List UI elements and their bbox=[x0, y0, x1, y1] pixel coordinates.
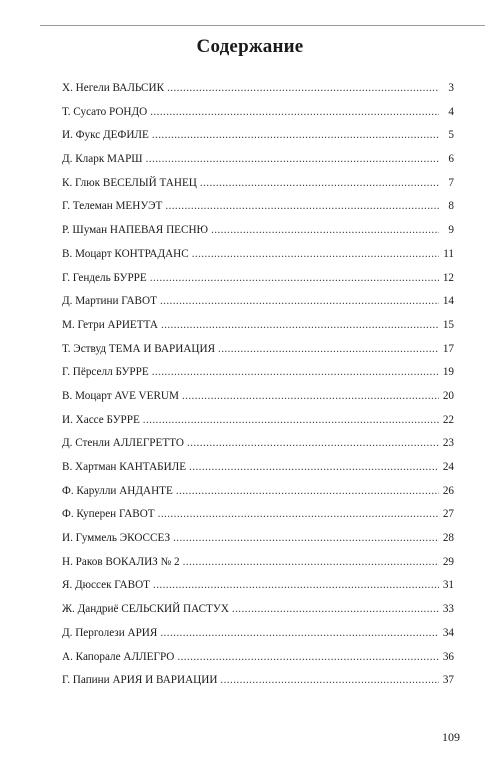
toc-entry[interactable] bbox=[62, 414, 454, 438]
toc-entry[interactable] bbox=[62, 82, 454, 106]
toc-entry[interactable] bbox=[62, 461, 454, 485]
dot-leader bbox=[232, 603, 439, 615]
toc-entry[interactable] bbox=[62, 106, 454, 130]
toc-entry-title: В. Моцарт AVE VERUM bbox=[62, 389, 179, 402]
toc-entry-title: Ж. Дандриё СЕЛЬСКИЙ ПАСТУХ bbox=[62, 603, 229, 616]
toc-entry-page: 12 bbox=[442, 271, 454, 284]
toc-entry-page: 4 bbox=[448, 105, 454, 118]
toc-entry[interactable] bbox=[62, 674, 454, 698]
page-number: 109 bbox=[442, 730, 460, 744]
toc-entry[interactable] bbox=[62, 627, 454, 651]
toc-entry[interactable] bbox=[62, 437, 454, 461]
toc-entry-page: 7 bbox=[448, 176, 454, 189]
dot-leader bbox=[176, 485, 439, 497]
toc-entry-title: Ф. Куперен ГАВОТ bbox=[62, 508, 155, 521]
toc-entry-title: В. Моцарт КОНТРАДАНС bbox=[62, 247, 189, 260]
toc-entry[interactable] bbox=[62, 390, 454, 414]
toc-entry-page: 17 bbox=[442, 342, 454, 355]
toc-entry[interactable] bbox=[62, 319, 454, 343]
toc-entry[interactable] bbox=[62, 556, 454, 580]
dot-leader bbox=[167, 82, 439, 94]
toc-entry-title: Д. Кларк МАРШ bbox=[62, 153, 143, 166]
toc-entry-title: М. Гетри АРИЕТТА bbox=[62, 318, 158, 331]
toc-entry[interactable] bbox=[62, 248, 454, 272]
dot-leader bbox=[150, 106, 439, 118]
toc-entry[interactable] bbox=[62, 153, 454, 177]
toc-entry-page: 14 bbox=[442, 295, 454, 308]
toc-entry-page: 5 bbox=[448, 129, 454, 142]
toc-entry-title: Н. Раков ВОКАЛИЗ № 2 bbox=[62, 555, 180, 568]
toc-entry[interactable] bbox=[62, 366, 454, 390]
toc-entry[interactable] bbox=[62, 579, 454, 603]
toc-entry[interactable] bbox=[62, 200, 454, 224]
dot-leader bbox=[146, 153, 439, 165]
toc-entry-title: Я. Дюссек ГАВОТ bbox=[62, 579, 151, 592]
toc-entry[interactable] bbox=[62, 485, 454, 509]
toc-entry-page: 20 bbox=[442, 389, 454, 402]
dot-leader bbox=[192, 248, 439, 260]
toc-entry-title: Т. Эствуд ТЕМА И ВАРИАЦИЯ bbox=[62, 342, 216, 355]
toc-entry-title: Г. Гендель БУРРЕ bbox=[62, 271, 147, 284]
dot-leader bbox=[152, 129, 439, 141]
dot-leader bbox=[189, 461, 439, 473]
toc-entry-page: 26 bbox=[442, 484, 454, 497]
toc-entry-page: 37 bbox=[442, 674, 454, 687]
toc-entry-title: В. Хартман КАНТАБИЛЕ bbox=[62, 461, 187, 473]
dot-leader bbox=[220, 674, 439, 686]
dot-leader bbox=[153, 579, 439, 591]
dot-leader bbox=[182, 390, 439, 402]
toc-entry[interactable] bbox=[62, 295, 454, 319]
toc-entry-page: 23 bbox=[442, 437, 454, 450]
toc-entry-title: К. Глюк ВЕСЕЛЫЙ ТАНЕЦ bbox=[62, 176, 197, 189]
dot-leader bbox=[183, 556, 439, 568]
toc-entry-page: 15 bbox=[442, 318, 454, 331]
toc-entry-title: Г. Телеман МЕНУЭТ bbox=[62, 200, 163, 213]
toc-entry[interactable] bbox=[62, 129, 454, 153]
toc-entry-page: 19 bbox=[442, 366, 454, 379]
dot-leader bbox=[211, 224, 439, 236]
toc-entry-page: 22 bbox=[442, 413, 454, 426]
toc-entry[interactable] bbox=[62, 651, 454, 675]
dot-leader bbox=[143, 414, 439, 426]
toc-entry[interactable] bbox=[62, 603, 454, 627]
toc-entry-page: 33 bbox=[442, 603, 454, 616]
toc-entry-title: Р. Шуман НАПЕВАЯ ПЕСНЮ bbox=[62, 224, 209, 237]
dot-leader bbox=[200, 177, 439, 189]
toc-entry-title: Ф. Карулли АНДАНТЕ bbox=[62, 484, 173, 497]
toc-entry-page: 28 bbox=[442, 532, 454, 545]
toc-entry[interactable] bbox=[62, 272, 454, 296]
toc-entry-title: И. Гуммель ЭКОССЕЗ bbox=[62, 532, 171, 545]
toc-entry-page: 27 bbox=[442, 508, 454, 521]
dot-leader bbox=[161, 319, 439, 331]
toc-entry-title: Х. Негели ВАЛЬСИК bbox=[62, 82, 165, 94]
toc-entry-page: 6 bbox=[448, 153, 454, 166]
table-of-contents bbox=[62, 82, 454, 698]
page-title: Содержание bbox=[196, 36, 304, 57]
toc-entry-page: 31 bbox=[442, 579, 454, 592]
dot-leader bbox=[187, 437, 439, 449]
dot-leader bbox=[218, 343, 439, 355]
toc-entry-title: Г. Пёрселл БУРРЕ bbox=[62, 366, 149, 379]
toc-entry-page: 36 bbox=[442, 650, 454, 663]
toc-entry[interactable] bbox=[62, 508, 454, 532]
dot-leader bbox=[160, 627, 439, 639]
toc-entry-page: 9 bbox=[448, 224, 454, 237]
top-rule bbox=[40, 25, 485, 26]
toc-entry[interactable] bbox=[62, 177, 454, 201]
toc-entry-title: Д. Стенли АЛЛЕГРЕТТО bbox=[62, 437, 184, 450]
dot-leader bbox=[150, 272, 439, 284]
dot-leader bbox=[160, 295, 439, 307]
toc-entry-page: 3 bbox=[448, 82, 454, 94]
toc-entry-title: Д. Мартини ГАВОТ bbox=[62, 295, 157, 308]
toc-entry-page: 34 bbox=[442, 626, 454, 639]
toc-entry-page: 8 bbox=[448, 200, 454, 213]
toc-entry[interactable] bbox=[62, 224, 454, 248]
toc-entry-title: И. Фукс ДЕФИЛЕ bbox=[62, 129, 149, 142]
toc-entry-title: Т. Сусато РОНДО bbox=[62, 105, 148, 118]
toc-entry-title: Д. Перголези АРИЯ bbox=[62, 626, 158, 639]
toc-entry-page: 11 bbox=[443, 247, 454, 260]
toc-entry[interactable] bbox=[62, 532, 454, 556]
dot-leader bbox=[158, 508, 439, 520]
toc-entry-page: 29 bbox=[442, 555, 454, 568]
toc-entry-title: И. Хассе БУРРЕ bbox=[62, 413, 140, 426]
toc-entry-title: А. Капорале АЛЛЕГРО bbox=[62, 650, 175, 663]
dot-leader bbox=[173, 532, 439, 544]
dot-leader bbox=[165, 200, 439, 212]
toc-entry-title: Г. Папини АРИЯ И ВАРИАЦИИ bbox=[62, 674, 218, 687]
toc-entry-page: 24 bbox=[442, 461, 454, 473]
dot-leader bbox=[177, 651, 439, 663]
toc-entry[interactable] bbox=[62, 343, 454, 367]
dot-leader bbox=[152, 366, 439, 378]
